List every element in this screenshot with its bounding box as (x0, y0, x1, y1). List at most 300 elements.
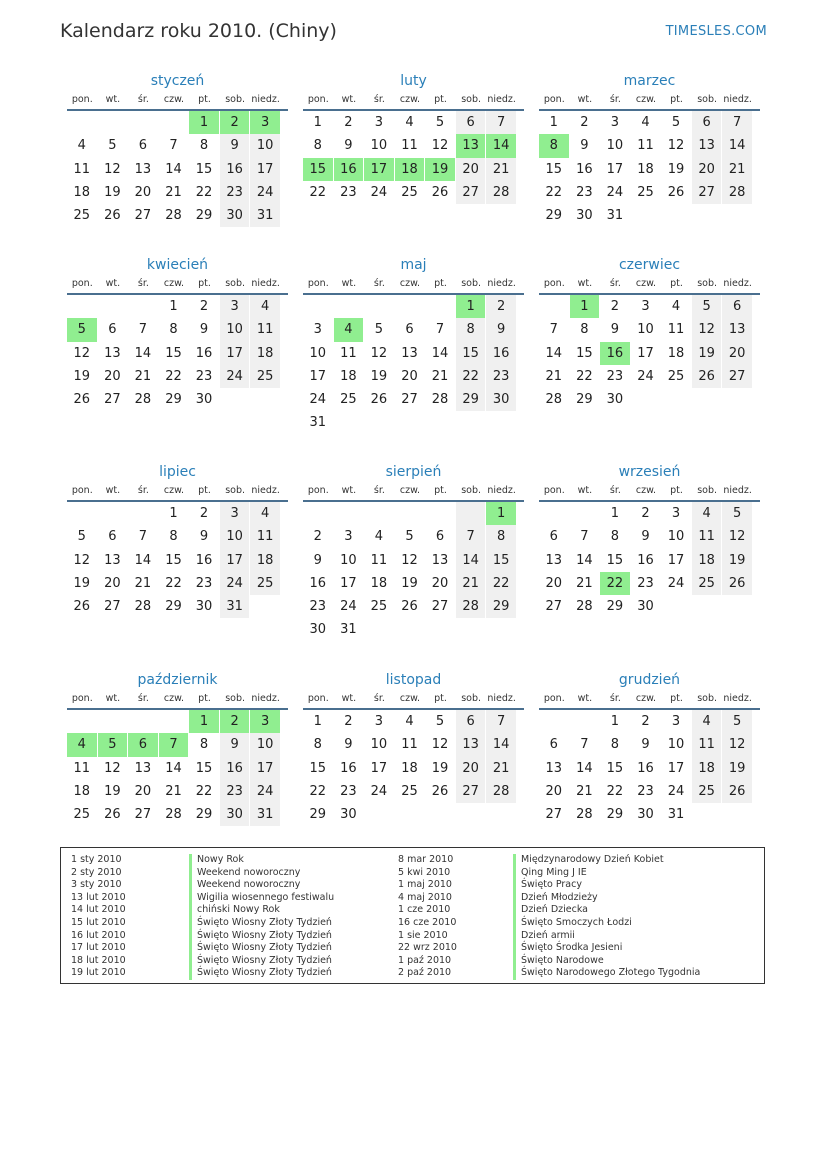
day-cell[interactable]: 26 (431, 184, 449, 200)
day-cell[interactable]: 2 (344, 115, 353, 130)
day-cell[interactable]: 1 (610, 714, 620, 729)
day-cell[interactable]: 17 (250, 158, 280, 181)
day-cell[interactable]: 24 (250, 181, 280, 204)
day-cell[interactable]: 16 (637, 760, 654, 776)
day-cell[interactable]: 22 (486, 572, 516, 595)
day-cell[interactable]: 5 (374, 322, 384, 338)
day-cell[interactable]: 29 (545, 208, 563, 224)
day-cell[interactable]: 7 (486, 710, 516, 733)
day-cell[interactable]: 29 (195, 208, 213, 224)
day-cell[interactable]: 20 (401, 368, 418, 384)
day-cell[interactable]: 2 (580, 115, 589, 130)
day-cell[interactable]: 7 (169, 138, 178, 154)
day-cell[interactable]: 8 (580, 322, 589, 338)
day-cell[interactable]: 13 (431, 552, 449, 568)
day-cell[interactable]: 23 (606, 368, 624, 384)
day-cell[interactable]: 23 (220, 181, 250, 204)
day-cell[interactable]: 17 (340, 575, 357, 591)
day-cell[interactable]: 26 (667, 184, 685, 200)
day-cell[interactable]: 2 (610, 299, 620, 314)
day-cell[interactable]: 22 (165, 368, 182, 384)
day-cell[interactable]: 9 (220, 134, 250, 157)
day-cell[interactable]: 15 (195, 760, 213, 776)
day-cell[interactable]: 29 (576, 392, 593, 408)
day-cell[interactable]: 27 (692, 181, 722, 204)
day-cell[interactable]: 24 (250, 780, 280, 803)
day-cell[interactable]: 9 (344, 737, 353, 753)
day-cell[interactable]: 3 (671, 506, 681, 521)
day-cell[interactable]: 19 (73, 575, 91, 591)
day-cell[interactable]: 15 (545, 161, 563, 177)
day-cell[interactable]: 15 (606, 552, 624, 568)
day-cell[interactable]: 10 (340, 552, 357, 568)
day-cell[interactable]: 30 (195, 392, 213, 408)
day-cell[interactable]: 26 (692, 365, 722, 388)
day-cell[interactable]: 25 (73, 208, 91, 224)
day-cell[interactable]: 25 (637, 184, 654, 200)
day-cell[interactable]: 10 (370, 737, 388, 753)
day-cell[interactable]: 28 (456, 595, 486, 618)
day-cell[interactable]: 9 (313, 552, 322, 568)
day-cell[interactable]: 23 (309, 599, 327, 615)
day-cell[interactable]: 19 (431, 760, 449, 776)
day-cell[interactable]: 8 (199, 737, 209, 753)
day-cell[interactable]: 16 (195, 552, 213, 568)
day-cell[interactable]: 7 (435, 322, 445, 338)
day-cell[interactable]: 31 (250, 204, 280, 227)
day-cell[interactable]: 5 (722, 502, 752, 525)
day-cell[interactable]: 22 (309, 783, 327, 799)
day-cell[interactable]: 24 (606, 184, 624, 200)
day-cell[interactable]: 20 (722, 342, 752, 365)
day-cell[interactable]: 31 (309, 415, 327, 431)
day-cell[interactable]: 26 (370, 392, 388, 408)
day-cell[interactable]: 4 (405, 115, 414, 130)
day-cell[interactable]: 18 (692, 757, 722, 780)
day-cell[interactable]: 22 (600, 572, 630, 595)
day-cell[interactable]: 26 (104, 208, 121, 224)
day-cell[interactable]: 10 (370, 138, 388, 154)
day-cell[interactable]: 28 (486, 780, 516, 803)
day-cell[interactable]: 28 (722, 181, 752, 204)
day-cell[interactable]: 16 (309, 575, 327, 591)
day-cell[interactable]: 28 (431, 392, 449, 408)
day-cell[interactable]: 28 (134, 392, 152, 408)
day-cell[interactable]: 4 (250, 295, 280, 318)
day-cell[interactable]: 18 (637, 161, 654, 177)
day-cell[interactable]: 4 (692, 710, 722, 733)
day-cell[interactable]: 27 (401, 392, 418, 408)
day-cell[interactable]: 20 (431, 575, 449, 591)
day-cell[interactable]: 15 (165, 345, 182, 361)
day-cell[interactable]: 8 (199, 138, 209, 154)
day-cell[interactable]: 21 (545, 368, 563, 384)
day-cell[interactable]: 9 (344, 138, 353, 154)
day-cell[interactable]: 21 (486, 158, 516, 181)
day-cell[interactable]: 30 (576, 208, 593, 224)
day-cell[interactable]: 14 (722, 134, 752, 157)
day-cell[interactable]: 24 (220, 365, 250, 388)
day-cell[interactable]: 10 (637, 322, 654, 338)
day-cell[interactable]: 26 (431, 783, 449, 799)
day-cell[interactable]: 23 (576, 184, 593, 200)
day-cell[interactable]: 9 (199, 529, 209, 545)
day-cell[interactable]: 24 (667, 783, 685, 799)
day-cell[interactable]: 5 (435, 714, 445, 729)
day-cell[interactable]: 8 (456, 318, 486, 341)
day-cell[interactable]: 4 (250, 502, 280, 525)
day-cell[interactable]: 20 (134, 783, 152, 799)
day-cell[interactable]: 14 (456, 549, 486, 572)
day-cell[interactable]: 28 (165, 208, 182, 224)
day-cell[interactable]: 6 (435, 529, 445, 545)
day-cell[interactable]: 4 (641, 115, 650, 130)
day-cell[interactable]: 16 (600, 342, 630, 365)
day-cell[interactable]: 21 (722, 158, 752, 181)
day-cell[interactable]: 8 (313, 737, 322, 753)
day-cell[interactable]: 24 (309, 392, 327, 408)
day-cell[interactable]: 14 (486, 134, 516, 157)
day-cell[interactable]: 13 (134, 161, 152, 177)
day-cell[interactable]: 30 (486, 388, 516, 411)
day-cell[interactable]: 5 (67, 318, 97, 341)
day-cell[interactable]: 11 (401, 737, 418, 753)
day-cell[interactable]: 14 (165, 161, 182, 177)
day-cell[interactable]: 14 (576, 552, 593, 568)
day-cell[interactable]: 17 (667, 552, 685, 568)
day-cell[interactable]: 13 (456, 134, 486, 157)
day-cell[interactable]: 1 (189, 111, 219, 134)
day-cell[interactable]: 4 (334, 318, 364, 341)
day-cell[interactable]: 3 (250, 111, 280, 134)
day-cell[interactable]: 15 (165, 552, 182, 568)
day-cell[interactable]: 14 (576, 760, 593, 776)
day-cell[interactable]: 30 (220, 803, 250, 826)
day-cell[interactable]: 25 (692, 780, 722, 803)
day-cell[interactable]: 31 (667, 807, 685, 823)
day-cell[interactable]: 3 (250, 710, 280, 733)
day-cell[interactable]: 18 (370, 575, 388, 591)
day-cell[interactable]: 16 (334, 158, 364, 181)
day-cell[interactable]: 19 (692, 342, 722, 365)
day-cell[interactable]: 27 (456, 780, 486, 803)
day-cell[interactable]: 11 (250, 318, 280, 341)
day-cell[interactable]: 7 (486, 111, 516, 134)
day-cell[interactable]: 6 (549, 529, 558, 545)
day-cell[interactable]: 20 (692, 158, 722, 181)
day-cell[interactable]: 7 (159, 733, 189, 756)
day-cell[interactable]: 22 (456, 365, 486, 388)
day-cell[interactable]: 11 (370, 552, 388, 568)
day-cell[interactable]: 12 (667, 138, 685, 154)
day-cell[interactable]: 25 (370, 599, 388, 615)
day-cell[interactable]: 17 (667, 760, 685, 776)
day-cell[interactable]: 9 (610, 322, 620, 338)
day-cell[interactable]: 3 (344, 529, 353, 545)
day-cell[interactable]: 7 (580, 529, 589, 545)
day-cell[interactable]: 5 (77, 529, 86, 545)
day-cell[interactable]: 12 (370, 345, 388, 361)
day-cell[interactable]: 2 (641, 506, 650, 521)
day-cell[interactable]: 20 (545, 783, 563, 799)
day-cell[interactable]: 22 (545, 184, 563, 200)
day-cell[interactable]: 30 (637, 599, 654, 615)
day-cell[interactable]: 1 (189, 710, 219, 733)
day-cell[interactable]: 6 (456, 111, 486, 134)
day-cell[interactable]: 29 (486, 595, 516, 618)
day-cell[interactable]: 5 (692, 295, 722, 318)
day-cell[interactable]: 26 (722, 572, 752, 595)
day-cell[interactable]: 12 (401, 552, 418, 568)
day-cell[interactable]: 15 (309, 760, 327, 776)
day-cell[interactable]: 4 (671, 299, 681, 314)
day-cell[interactable]: 9 (486, 318, 516, 341)
day-cell[interactable]: 4 (374, 529, 384, 545)
day-cell[interactable]: 1 (313, 714, 322, 729)
day-cell[interactable]: 23 (195, 575, 213, 591)
day-cell[interactable]: 5 (671, 115, 681, 130)
day-cell[interactable]: 14 (545, 345, 563, 361)
day-cell[interactable]: 17 (309, 368, 327, 384)
day-cell[interactable]: 10 (220, 318, 250, 341)
day-cell[interactable]: 13 (401, 345, 418, 361)
day-cell[interactable]: 2 (641, 714, 650, 729)
day-cell[interactable]: 10 (250, 733, 280, 756)
day-cell[interactable]: 1 (570, 295, 600, 318)
day-cell[interactable]: 22 (606, 783, 624, 799)
day-cell[interactable]: 14 (431, 345, 449, 361)
day-cell[interactable]: 1 (610, 506, 620, 521)
day-cell[interactable]: 26 (73, 599, 91, 615)
day-cell[interactable]: 29 (195, 807, 213, 823)
day-cell[interactable]: 13 (104, 552, 121, 568)
day-cell[interactable]: 11 (667, 322, 685, 338)
day-cell[interactable]: 1 (549, 115, 558, 130)
day-cell[interactable]: 16 (195, 345, 213, 361)
day-cell[interactable]: 25 (401, 783, 418, 799)
day-cell[interactable]: 20 (456, 158, 486, 181)
day-cell[interactable]: 12 (431, 737, 449, 753)
day-cell[interactable]: 22 (576, 368, 593, 384)
day-cell[interactable]: 18 (73, 184, 91, 200)
day-cell[interactable]: 17 (250, 757, 280, 780)
day-cell[interactable]: 12 (73, 552, 91, 568)
day-cell[interactable]: 20 (134, 184, 152, 200)
day-cell[interactable]: 3 (220, 502, 250, 525)
day-cell[interactable]: 7 (549, 322, 558, 338)
day-cell[interactable]: 25 (692, 572, 722, 595)
day-cell[interactable]: 23 (637, 783, 654, 799)
day-cell[interactable]: 2 (220, 710, 250, 733)
day-cell[interactable]: 25 (250, 572, 280, 595)
day-cell[interactable]: 1 (169, 299, 178, 314)
day-cell[interactable]: 9 (580, 138, 589, 154)
day-cell[interactable]: 15 (486, 549, 516, 572)
day-cell[interactable]: 18 (340, 368, 357, 384)
day-cell[interactable]: 16 (220, 158, 250, 181)
day-cell[interactable]: 12 (722, 525, 752, 548)
day-cell[interactable]: 18 (692, 549, 722, 572)
day-cell[interactable]: 6 (456, 710, 486, 733)
day-cell[interactable]: 11 (692, 733, 722, 756)
day-cell[interactable]: 15 (576, 345, 593, 361)
day-cell[interactable]: 25 (340, 392, 357, 408)
day-cell[interactable]: 22 (165, 575, 182, 591)
day-cell[interactable]: 3 (374, 115, 384, 130)
day-cell[interactable]: 19 (722, 757, 752, 780)
day-cell[interactable]: 24 (340, 599, 357, 615)
day-cell[interactable]: 24 (220, 572, 250, 595)
day-cell[interactable]: 25 (667, 368, 685, 384)
day-cell[interactable]: 14 (134, 345, 152, 361)
day-cell[interactable]: 30 (195, 599, 213, 615)
day-cell[interactable]: 29 (606, 599, 624, 615)
day-cell[interactable]: 10 (667, 529, 685, 545)
day-cell[interactable]: 3 (671, 714, 681, 729)
day-cell[interactable]: 9 (199, 322, 209, 338)
day-cell[interactable]: 30 (606, 392, 624, 408)
day-cell[interactable]: 17 (220, 549, 250, 572)
day-cell[interactable]: 27 (134, 807, 152, 823)
day-cell[interactable]: 14 (134, 552, 152, 568)
day-cell[interactable]: 29 (456, 388, 486, 411)
day-cell[interactable]: 18 (395, 158, 425, 181)
day-cell[interactable]: 7 (580, 737, 589, 753)
day-cell[interactable]: 16 (220, 757, 250, 780)
day-cell[interactable]: 23 (195, 368, 213, 384)
day-cell[interactable]: 3 (641, 299, 650, 314)
day-cell[interactable]: 10 (667, 737, 685, 753)
day-cell[interactable]: 11 (637, 138, 654, 154)
day-cell[interactable]: 21 (165, 783, 182, 799)
day-cell[interactable]: 1 (169, 506, 178, 521)
day-cell[interactable]: 15 (456, 342, 486, 365)
day-cell[interactable]: 10 (250, 134, 280, 157)
day-cell[interactable]: 6 (108, 529, 117, 545)
day-cell[interactable]: 29 (606, 807, 624, 823)
day-cell[interactable]: 5 (108, 138, 117, 154)
day-cell[interactable]: 31 (340, 622, 357, 638)
day-cell[interactable]: 13 (104, 345, 121, 361)
day-cell[interactable]: 26 (401, 599, 418, 615)
brand-logo-text[interactable]: TIMESLES.COM (665, 24, 767, 39)
day-cell[interactable]: 5 (722, 710, 752, 733)
day-cell[interactable]: 19 (73, 368, 91, 384)
day-cell[interactable]: 11 (340, 345, 357, 361)
day-cell[interactable]: 23 (340, 783, 357, 799)
day-cell[interactable]: 18 (250, 549, 280, 572)
day-cell[interactable]: 4 (692, 502, 722, 525)
day-cell[interactable]: 17 (637, 345, 654, 361)
day-cell[interactable]: 17 (606, 161, 624, 177)
day-cell[interactable]: 5 (435, 115, 445, 130)
day-cell[interactable]: 6 (138, 138, 148, 154)
day-cell[interactable]: 28 (165, 807, 182, 823)
day-cell[interactable]: 11 (401, 138, 418, 154)
day-cell[interactable]: 7 (138, 322, 148, 338)
day-cell[interactable]: 19 (401, 575, 418, 591)
day-cell[interactable]: 11 (250, 525, 280, 548)
day-cell[interactable]: 15 (303, 158, 333, 181)
day-cell[interactable]: 20 (545, 575, 563, 591)
day-cell[interactable]: 14 (486, 733, 516, 756)
day-cell[interactable]: 23 (340, 184, 357, 200)
day-cell[interactable]: 21 (456, 572, 486, 595)
day-cell[interactable]: 18 (250, 342, 280, 365)
day-cell[interactable]: 28 (545, 392, 563, 408)
day-cell[interactable]: 24 (637, 368, 654, 384)
day-cell[interactable]: 4 (77, 138, 86, 154)
day-cell[interactable]: 27 (104, 392, 121, 408)
day-cell[interactable]: 15 (606, 760, 624, 776)
day-cell[interactable]: 12 (431, 138, 449, 154)
day-cell[interactable]: 28 (134, 599, 152, 615)
day-cell[interactable]: 4 (405, 714, 414, 729)
day-cell[interactable]: 24 (370, 783, 388, 799)
day-cell[interactable]: 6 (722, 295, 752, 318)
day-cell[interactable]: 29 (309, 807, 327, 823)
day-cell[interactable]: 2 (344, 714, 353, 729)
day-cell[interactable]: 11 (692, 525, 722, 548)
day-cell[interactable]: 6 (692, 111, 722, 134)
day-cell[interactable]: 2 (486, 295, 516, 318)
day-cell[interactable]: 21 (134, 575, 152, 591)
day-cell[interactable]: 19 (667, 161, 685, 177)
day-cell[interactable]: 13 (134, 760, 152, 776)
day-cell[interactable]: 8 (610, 737, 620, 753)
day-cell[interactable]: 2 (220, 111, 250, 134)
day-cell[interactable]: 21 (431, 368, 449, 384)
day-cell[interactable]: 26 (722, 780, 752, 803)
day-cell[interactable]: 23 (486, 365, 516, 388)
day-cell[interactable]: 19 (370, 368, 388, 384)
day-cell[interactable]: 16 (486, 342, 516, 365)
day-cell[interactable]: 26 (73, 392, 91, 408)
day-cell[interactable]: 10 (220, 525, 250, 548)
day-cell[interactable]: 21 (576, 575, 593, 591)
day-cell[interactable]: 8 (169, 529, 178, 545)
day-cell[interactable]: 19 (104, 184, 121, 200)
day-cell[interactable]: 14 (165, 760, 182, 776)
day-cell[interactable]: 12 (722, 733, 752, 756)
day-cell[interactable]: 27 (134, 208, 152, 224)
day-cell[interactable]: 7 (722, 111, 752, 134)
day-cell[interactable]: 24 (667, 575, 685, 591)
day-cell[interactable]: 20 (104, 368, 121, 384)
day-cell[interactable]: 20 (456, 757, 486, 780)
day-cell[interactable]: 27 (104, 599, 121, 615)
day-cell[interactable]: 1 (456, 295, 486, 318)
day-cell[interactable]: 5 (405, 529, 414, 545)
day-cell[interactable]: 21 (134, 368, 152, 384)
day-cell[interactable]: 23 (637, 575, 654, 591)
day-cell[interactable]: 21 (165, 184, 182, 200)
day-cell[interactable]: 30 (309, 622, 327, 638)
day-cell[interactable]: 1 (313, 115, 322, 130)
day-cell[interactable]: 8 (486, 525, 516, 548)
day-cell[interactable]: 17 (220, 342, 250, 365)
day-cell[interactable]: 30 (220, 204, 250, 227)
day-cell[interactable]: 18 (73, 783, 91, 799)
day-cell[interactable]: 19 (722, 549, 752, 572)
day-cell[interactable]: 13 (456, 733, 486, 756)
day-cell[interactable]: 8 (539, 134, 569, 157)
day-cell[interactable]: 13 (692, 134, 722, 157)
day-cell[interactable]: 2 (199, 506, 209, 521)
day-cell[interactable]: 8 (169, 322, 178, 338)
day-cell[interactable]: 18 (401, 760, 418, 776)
day-cell[interactable]: 27 (431, 599, 449, 615)
